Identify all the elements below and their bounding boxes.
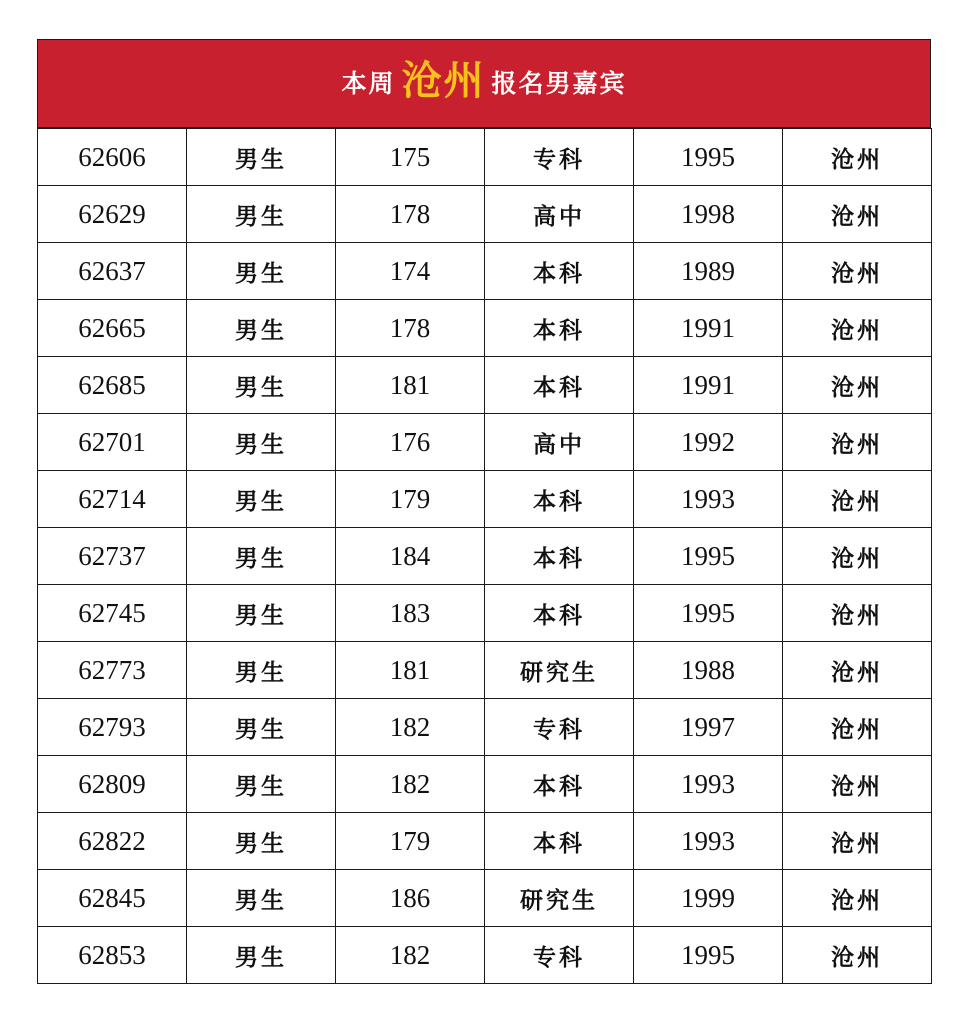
roster-sheet [37, 39, 931, 984]
member-id-cell: 62685 [38, 357, 187, 414]
height-cell: 181 [336, 642, 485, 699]
gender-cell: 男生 [187, 129, 336, 186]
birth-year-cell: 1993 [634, 756, 783, 813]
location-cell: 沧州 [783, 528, 932, 585]
education-cell: 本科 [485, 585, 634, 642]
birth-year-cell: 1998 [634, 186, 783, 243]
location-cell: 沧州 [783, 243, 932, 300]
gender-cell: 男生 [187, 186, 336, 243]
birth-year-cell: 1993 [634, 471, 783, 528]
location-cell: 沧州 [783, 927, 932, 984]
gender-cell: 男生 [187, 357, 336, 414]
member-id-cell: 62629 [38, 186, 187, 243]
education-cell: 本科 [485, 357, 634, 414]
title-suffix: 报名男嘉宾 [491, 69, 627, 98]
member-id-cell: 62701 [38, 414, 187, 471]
height-cell: 178 [336, 186, 485, 243]
gender-cell: 男生 [187, 699, 336, 756]
height-cell: 179 [336, 471, 485, 528]
education-cell: 高中 [485, 414, 634, 471]
education-cell: 专科 [485, 129, 634, 186]
location-cell: 沧州 [783, 699, 932, 756]
member-table [37, 128, 932, 984]
location-cell: 沧州 [783, 129, 932, 186]
birth-year-cell: 1991 [634, 357, 783, 414]
birth-year-cell: 1988 [634, 642, 783, 699]
height-cell: 184 [336, 528, 485, 585]
location-cell: 沧州 [783, 471, 932, 528]
education-cell: 专科 [485, 699, 634, 756]
title-city: 沧州 [401, 57, 486, 104]
location-cell: 沧州 [783, 813, 932, 870]
location-cell: 沧州 [783, 756, 932, 813]
height-cell: 186 [336, 870, 485, 927]
table-row [38, 642, 932, 699]
birth-year-cell: 1995 [634, 927, 783, 984]
member-id-cell: 62606 [38, 129, 187, 186]
table-row [38, 756, 932, 813]
height-cell: 182 [336, 927, 485, 984]
location-cell: 沧州 [783, 186, 932, 243]
location-cell: 沧州 [783, 414, 932, 471]
table-row [38, 699, 932, 756]
member-id-cell: 62853 [38, 927, 187, 984]
table-row [38, 243, 932, 300]
table-row [38, 129, 932, 186]
height-cell: 178 [336, 300, 485, 357]
member-id-cell: 62714 [38, 471, 187, 528]
member-id-cell: 62737 [38, 528, 187, 585]
member-id-cell: 62809 [38, 756, 187, 813]
member-id-cell: 62637 [38, 243, 187, 300]
gender-cell: 男生 [187, 927, 336, 984]
education-cell: 本科 [485, 756, 634, 813]
location-cell: 沧州 [783, 585, 932, 642]
member-id-cell: 62773 [38, 642, 187, 699]
gender-cell: 男生 [187, 243, 336, 300]
birth-year-cell: 1995 [634, 129, 783, 186]
education-cell: 研究生 [485, 642, 634, 699]
education-cell: 本科 [485, 243, 634, 300]
education-cell: 本科 [485, 471, 634, 528]
birth-year-cell: 1995 [634, 585, 783, 642]
education-cell: 本科 [485, 300, 634, 357]
member-id-cell: 62822 [38, 813, 187, 870]
table-row [38, 585, 932, 642]
member-id-cell: 62845 [38, 870, 187, 927]
education-cell: 研究生 [485, 870, 634, 927]
member-id-cell: 62745 [38, 585, 187, 642]
height-cell: 179 [336, 813, 485, 870]
gender-cell: 男生 [187, 300, 336, 357]
location-cell: 沧州 [783, 642, 932, 699]
height-cell: 174 [336, 243, 485, 300]
member-id-cell: 62665 [38, 300, 187, 357]
gender-cell: 男生 [187, 870, 336, 927]
title-banner [37, 39, 931, 128]
location-cell: 沧州 [783, 357, 932, 414]
gender-cell: 男生 [187, 585, 336, 642]
height-cell: 182 [336, 699, 485, 756]
birth-year-cell: 1993 [634, 813, 783, 870]
education-cell: 本科 [485, 813, 634, 870]
table-row [38, 528, 932, 585]
table-row [38, 300, 932, 357]
birth-year-cell: 1999 [634, 870, 783, 927]
table-row [38, 870, 932, 927]
height-cell: 183 [336, 585, 485, 642]
table-row [38, 357, 932, 414]
member-table-body [38, 129, 932, 984]
member-id-cell: 62793 [38, 699, 187, 756]
location-cell: 沧州 [783, 870, 932, 927]
gender-cell: 男生 [187, 528, 336, 585]
table-row [38, 186, 932, 243]
education-cell: 本科 [485, 528, 634, 585]
gender-cell: 男生 [187, 756, 336, 813]
height-cell: 176 [336, 414, 485, 471]
height-cell: 181 [336, 357, 485, 414]
birth-year-cell: 1992 [634, 414, 783, 471]
birth-year-cell: 1989 [634, 243, 783, 300]
location-cell: 沧州 [783, 300, 932, 357]
table-row [38, 927, 932, 984]
gender-cell: 男生 [187, 813, 336, 870]
education-cell: 专科 [485, 927, 634, 984]
table-row [38, 471, 932, 528]
birth-year-cell: 1997 [634, 699, 783, 756]
birth-year-cell: 1991 [634, 300, 783, 357]
height-cell: 182 [336, 756, 485, 813]
birth-year-cell: 1995 [634, 528, 783, 585]
gender-cell: 男生 [187, 642, 336, 699]
education-cell: 高中 [485, 186, 634, 243]
gender-cell: 男生 [187, 414, 336, 471]
gender-cell: 男生 [187, 471, 336, 528]
table-row [38, 813, 932, 870]
title-prefix: 本周 [341, 69, 396, 98]
height-cell: 175 [336, 129, 485, 186]
table-row [38, 414, 932, 471]
